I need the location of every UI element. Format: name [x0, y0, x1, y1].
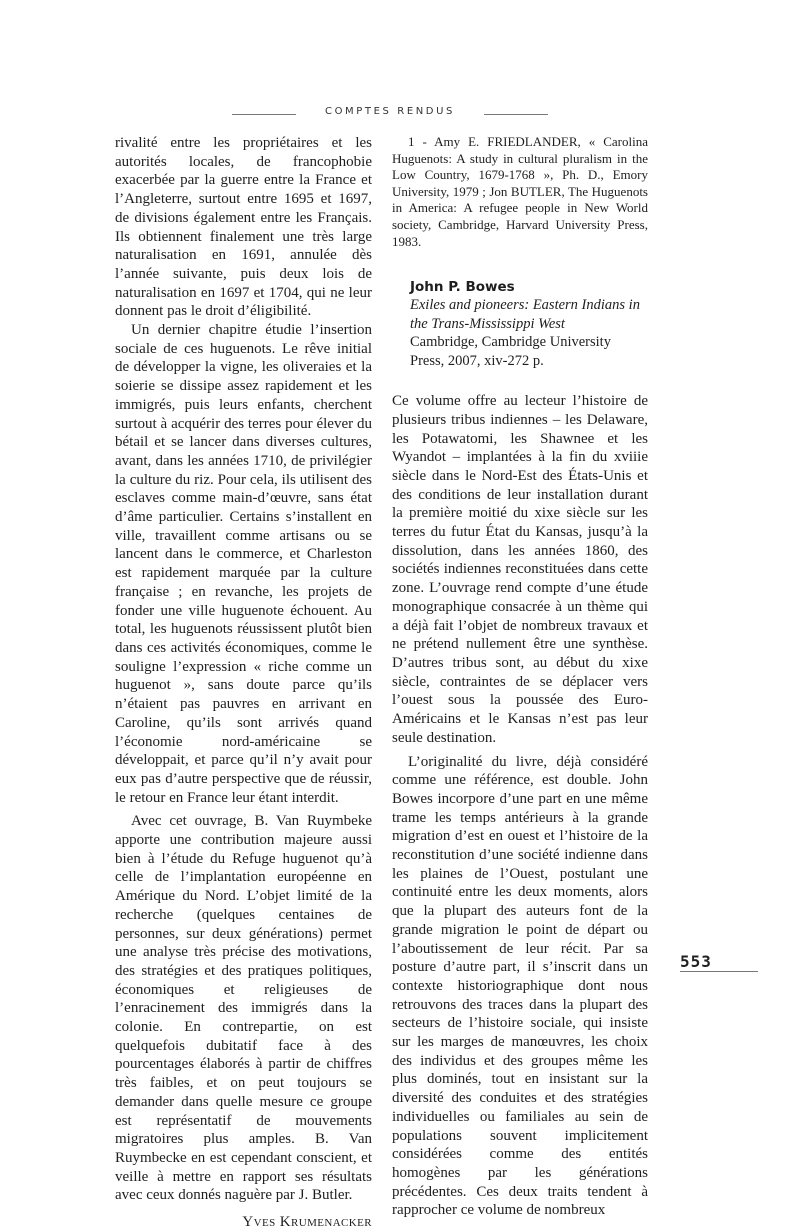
- book-author: John P. Bowes: [410, 279, 515, 296]
- book-title: Exiles and pioneers: Eastern Indians in the Trans-Mississippi West: [410, 297, 640, 332]
- review-body: [392, 392, 648, 1220]
- paragraph: Un dernier chapitre étudie l’insertion sociale de ces huguenots. Le rêve initial de développer la vigne, les oliveraies et la soierie se dissipe assez rapidement et les immigrés, puis leurs enfants, cherchent surtout à acquérir des terres pour élever du bétail et se lancer dans diverses cultures, avant, dans les années 1710, de privilégier la culture du riz. Pour cela, ils utilisent des esclaves comme main-d’œuvre, sans état d’âme particulier. Certains s’installent en ville, travaillent comme artisans ou se lancent dans le commerce, et Charleston est rapidement marquée par la culture française ; en revanche, les projets de fonder une ville huguenote échouent. Au total, les huguenots réussissent plutôt bien dans ces activités économiques, comme le souligne l’expression « riche comme un huguenot », sans doute parce qu’ils n’étaient pas pauvres en arrivant en Caroline, qu’ils sont arrivés quand l’économie nord-américaine se développait, et parce qu’il n’y avait pour eux pas d’autre perspective que de réussir, le retour en France leur étant interdit.: [115, 322, 372, 806]
- paragraph: Ce volume offre au lecteur l’histoire de plusieurs tribus indiennes – les Delaware, les Potawatomi, les Shawnee et les Wyandot – implantées à la fin du xviiie siècle dans le Nord-Est des États-Unis et des conditions de leur installation durant la première moitié du xixe siècle sur les terres du futur État du Kansas, jusqu’à la dissolution, dans les années 1860, des sociétés indiennes reconstituées dans cette zone. L’ouvrage rend compte d’une étude monographique consacrée à un thème qui a déjà fait l’objet de nombreux travaux et ne prétend nullement être une synthèse. D’autres tribus sont, au début du xixe siècle, contraintes de se déplacer vers l’ouest sous la poussée des Euro-Américains et le Kansas n’est pas leur seule destination.: [392, 393, 648, 746]
- right-column: [392, 134, 648, 1220]
- left-column: [115, 134, 372, 1232]
- paragraph: Avec cet ouvrage, B. Van Ruymbeke apporte une contribution majeure aussi bien à l’étude du Refuge huguenot qu’à celle de l’implantation européenne en Amérique du Nord. L’objet limité de la recherche (quelques centaines de personnes, sur deux générations) permet une analyse très précise des motivations, des stratégies et des pratiques politiques, économiques et religieuses de l’enracinement des immigrés dans la colonie. En contrepartie, on est quelquefois dubitatif face à des pourcentages élaborés à partir de chiffres très faibles, et on peut toujours se demander dans quelle mesure ce groupe est représentatif de mouvements migratoires plus amples. B. Van Ruymbecke en est cependant conscient, et veille à mettre en rapport ses résultats avec ceux donnés naguère par J. Butler.: [115, 813, 372, 1204]
- paragraph: L’originalité du livre, déjà considéré comme une référence, est double. John Bowes incorpore d’une part en une même trame les temps antérieurs à la grande migration d’est en ouest et l’histoire de la reconstitution d’une société indienne dans les plaines de l’Ouest, postulant une continuité entre les deux moments, alors que la plupart des auteurs font de la grande migration le point de départ ou l’aboutissement de leur récit. Par sa posture d’autre part, il s’inscrit dans un contexte historiographique dont nous retrouvons des traces dans la plupart des secteurs de l’histoire sociale, qui insiste sur les marges de manœuvres, les choix des individus et des groupes même les plus dominés, tout en insistant sur la diversité des conduites et des stratégies individuelles ou familiales au sein de populations souvent implicitement considérées comme des entités homogènes par les générations précédentes. Ces deux traits tendent à rapprocher ce volume de nombreux: [392, 753, 648, 1219]
- book-reference: [392, 278, 648, 370]
- book-publisher: Cambridge, Cambridge University Press, 2007, xiv-272 p.: [410, 334, 611, 369]
- header-rule-right: [484, 114, 548, 115]
- header-rule-left: [232, 114, 296, 115]
- review-signature: Yves Krumenacker: [242, 1214, 372, 1231]
- page-number: 553: [680, 952, 712, 971]
- running-header: [232, 104, 548, 124]
- section-title: COMPTES RENDUS: [325, 106, 455, 117]
- paragraph: rivalité entre les propriétaires et les autorités locales, de francophobie exacerbée par la guerre entre la France et l’Angleterre, surtout entre 1695 et 1697, de divisions également entre les Français. Ils obtiennent finalement une très large naturalisation en 1691, annulée dès l’année suivante, puis deux lois de naturalisation en 1697 et 1704, qui ne leur donnent pas le droit d’éligibilité.: [115, 135, 372, 320]
- page-number-rule: [680, 971, 758, 972]
- footnote: 1 - Amy E. FRIEDLANDER, « Carolina Huguenots: A study in cultural pluralism in the Low Country, 1679-1768 », Ph. D., Emory University, 1979 ; Jon BUTLER, The Huguenots in America: A refugee people in New World society, Cambridge, Harvard University Press, 1983.: [392, 134, 648, 249]
